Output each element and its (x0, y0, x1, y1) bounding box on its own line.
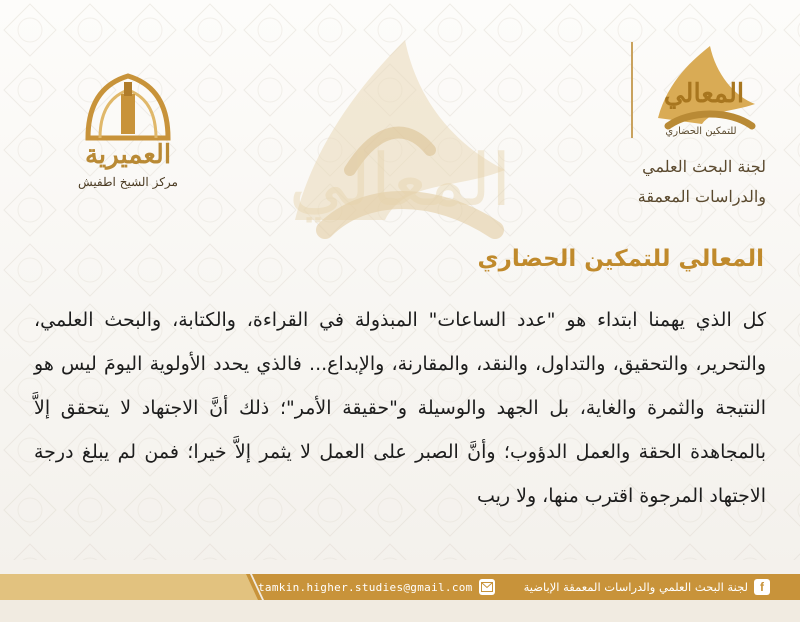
article-title: المعالي للتمكين الحضاري (477, 246, 764, 272)
ameeriya-logo (58, 68, 198, 198)
committee-line-1: لجنة البحث العلمي (642, 157, 766, 176)
ameeriya-logo-subtext: مركز الشيخ اطفيش (78, 175, 178, 189)
ameeriya-logo-text: العميرية (84, 140, 172, 170)
maali-logo (640, 40, 765, 140)
footer-email[interactable] (258, 577, 495, 597)
committee-name (546, 152, 766, 212)
article-body: كل الذي يهمنا ابتداء هو "عدد الساعات" المبذولة في القراءة، والكتابة، والبحث العلمي، والتحرير، والتحقيق، والتداول، والنقد، والمقارنة، والإبداع... فالذي يحدد الأولوية اليومَ ليس هو النتيجة والثمرة والغاية، بل الجهد والوسيلة و"حقيقة الأمر"؛ ذلك أنَّ الاجتهاد لا يتحقق إلاَّ بالمجاهدة الحقة والعمل الدؤوب؛ وأنَّ الصبر على العمل لا يثمر إلاَّ خيرا؛ فمن لم يبلغ درجة الاجتهاد المرجوة اقترب منها، ولا ريب (34, 309, 766, 507)
footer-email-text[interactable]: tamkin.higher.studies@gmail.com (258, 580, 473, 594)
footer-facebook[interactable] (524, 577, 770, 597)
facebook-icon: f (754, 579, 770, 595)
committee-line-2: والدراسات المعمقة (637, 187, 766, 206)
envelope-icon (479, 579, 495, 595)
watermark-text: المعالي (288, 138, 512, 222)
logo-divider (631, 42, 633, 138)
maali-logo-text: المعالي (663, 79, 745, 109)
maali-tagline: للتمكين الحضاري (665, 126, 737, 137)
watermark-calligraphy (255, 20, 545, 255)
footer-facebook-text[interactable]: لجنة البحث العلمي والدراسات المعمقة الإباضية (523, 580, 748, 594)
